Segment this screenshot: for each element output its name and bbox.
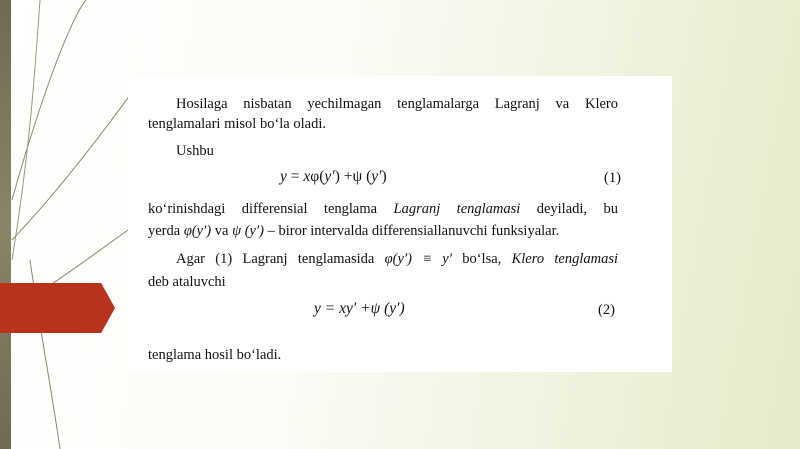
p3-bolsa: bo‘lsa,	[451, 251, 512, 267]
paragraph-3-line-1	[176, 250, 618, 268]
eq1-paren2-close: )	[381, 168, 387, 185]
equation-2-number: (2)	[598, 302, 615, 318]
paragraph-3-line-2: deb ataluvchi	[148, 274, 226, 290]
eq1-x: x	[303, 168, 311, 185]
ushbu-label: Ushbu	[176, 143, 214, 159]
eq1-phi: φ	[310, 168, 320, 185]
p2-text-end: deyiladi, bu	[520, 201, 618, 217]
equation-1	[280, 168, 387, 186]
eq1-arg2: y′	[371, 168, 382, 185]
eq1-arg: y′	[324, 168, 335, 185]
paragraph-1-line-1: Hosilaga nisbatan yechilmagan tenglamalarga Lagranj va Klero	[176, 96, 618, 112]
p2-yerda: yerda	[148, 223, 184, 239]
paragraph-2-line-2	[148, 222, 559, 240]
paragraph-1-line-2: tenglamalari misol bo‘la oladi.	[148, 116, 326, 132]
p3-text-start: Agar (1) Lagranj tenglamasida	[176, 251, 385, 267]
p3-condition: φ(y′) ≡ y′	[384, 251, 452, 267]
p3-klero-term: Klero tenglamasi	[511, 251, 618, 267]
p2-line2-end: – biror intervalda differensiallanuvchi funksiyalar.	[263, 223, 560, 239]
eq1-psi: ψ	[352, 168, 363, 185]
p2-lagranj-term: Lagranj tenglamasi	[393, 201, 521, 217]
equation-1-number: (1)	[604, 170, 621, 186]
equation-2: y = xy′ +ψ (y′)	[314, 300, 405, 317]
paragraph-2-line-1	[148, 200, 618, 218]
eq1-paren2-open: (	[362, 168, 372, 185]
content-box	[128, 76, 672, 372]
p2-phi-expr: φ(y′)	[183, 223, 212, 239]
eq1-plus: +	[339, 168, 353, 185]
p2-va: va	[211, 223, 233, 239]
red-arrow-tab	[0, 283, 115, 333]
p2-psi-expr: ψ (y′)	[232, 223, 264, 239]
eq1-paren-close: )	[334, 168, 340, 185]
eq1-lhs: y	[280, 168, 287, 185]
eq1-equals: =	[286, 168, 304, 185]
eq1-paren-open: (	[319, 168, 325, 185]
p2-text-start: ko‘rinishdagi differensial tenglama	[148, 201, 394, 217]
final-text: tenglama hosil bo‘ladi.	[148, 347, 282, 363]
